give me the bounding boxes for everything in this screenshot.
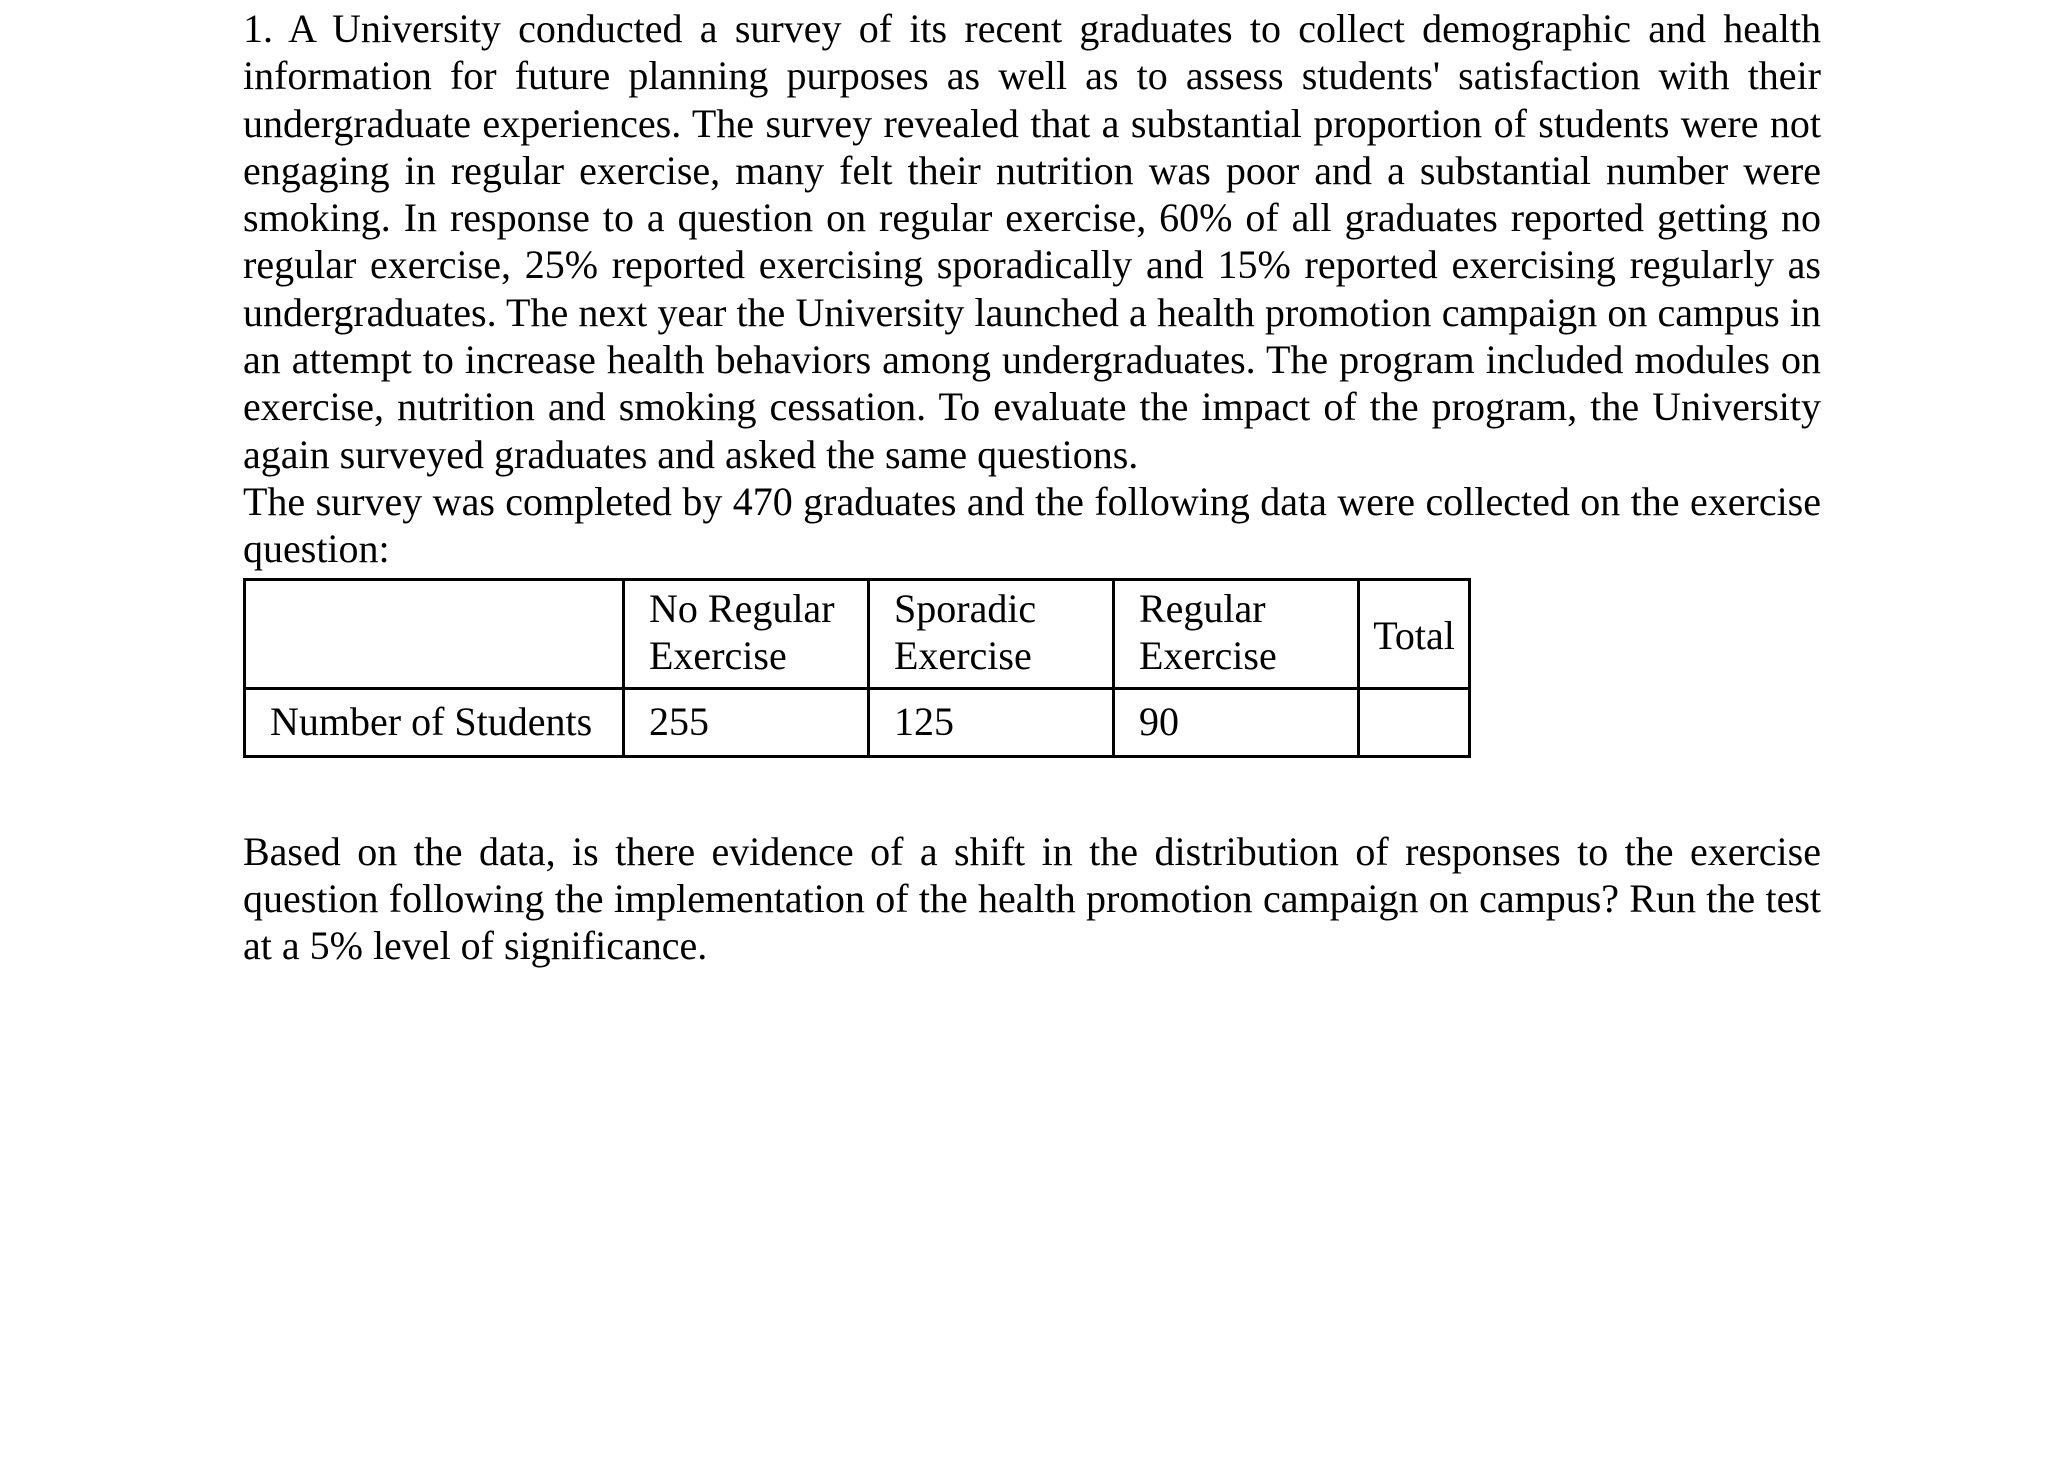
problem-question: Based on the data, is there evidence of a shift in the distribution of responses to the exercise question following the implementation of the health promotion campaign on campus? Run the test at a 5% level of significance. — [243, 828, 1821, 969]
document-page — [243, 5, 1821, 969]
cell-sporadic-count: 125 — [869, 688, 1114, 756]
header-no-regular-line1: No Regular — [649, 585, 835, 631]
header-sporadic-line2: Exercise — [894, 632, 1032, 678]
row-label-number-of-students: Number of Students — [245, 688, 624, 756]
header-total: Total — [1359, 579, 1470, 688]
header-sporadic-line1: Sporadic — [894, 585, 1037, 631]
table-row — [245, 688, 1470, 756]
header-regular-line1: Regular — [1139, 585, 1266, 631]
header-sporadic-exercise — [869, 579, 1114, 688]
problem-paragraph-1: 1. A University conducted a survey of its recent graduates to collect demographic and health information for future planning purposes as well as to assess students' satisfaction with their undergraduate experiences. The survey revealed that a substantial proportion of students were not engaging in regular exercise, many felt their nutrition was poor and a substantial number were smoking. In response to a question on regular exercise, 60% of all graduates reported getting no regular exercise, 25% reported exercising sporadically and 15% reported exercising regularly as undergraduates. The next year the University launched a health promotion campaign on campus in an attempt to increase health behaviors among undergraduates. The program included modules on exercise, nutrition and smoking cessation. To evaluate the impact of the program, the University again surveyed graduates and asked the same questions. — [243, 6, 1821, 477]
header-regular-line2: Exercise — [1139, 632, 1277, 678]
data-table-container — [243, 578, 1821, 758]
cell-no-regular-count: 255 — [624, 688, 869, 756]
exercise-data-table — [243, 578, 1471, 758]
cell-regular-count: 90 — [1114, 688, 1359, 756]
table-header-row — [245, 579, 1470, 688]
problem-paragraph-2: The survey was completed by 470 graduates and the following data were collected on the exercise question: — [243, 478, 1821, 572]
table-corner-cell — [245, 579, 624, 688]
header-no-regular-exercise — [624, 579, 869, 688]
cell-total-blank — [1359, 688, 1470, 756]
header-regular-exercise — [1114, 579, 1359, 688]
header-no-regular-line2: Exercise — [649, 632, 787, 678]
